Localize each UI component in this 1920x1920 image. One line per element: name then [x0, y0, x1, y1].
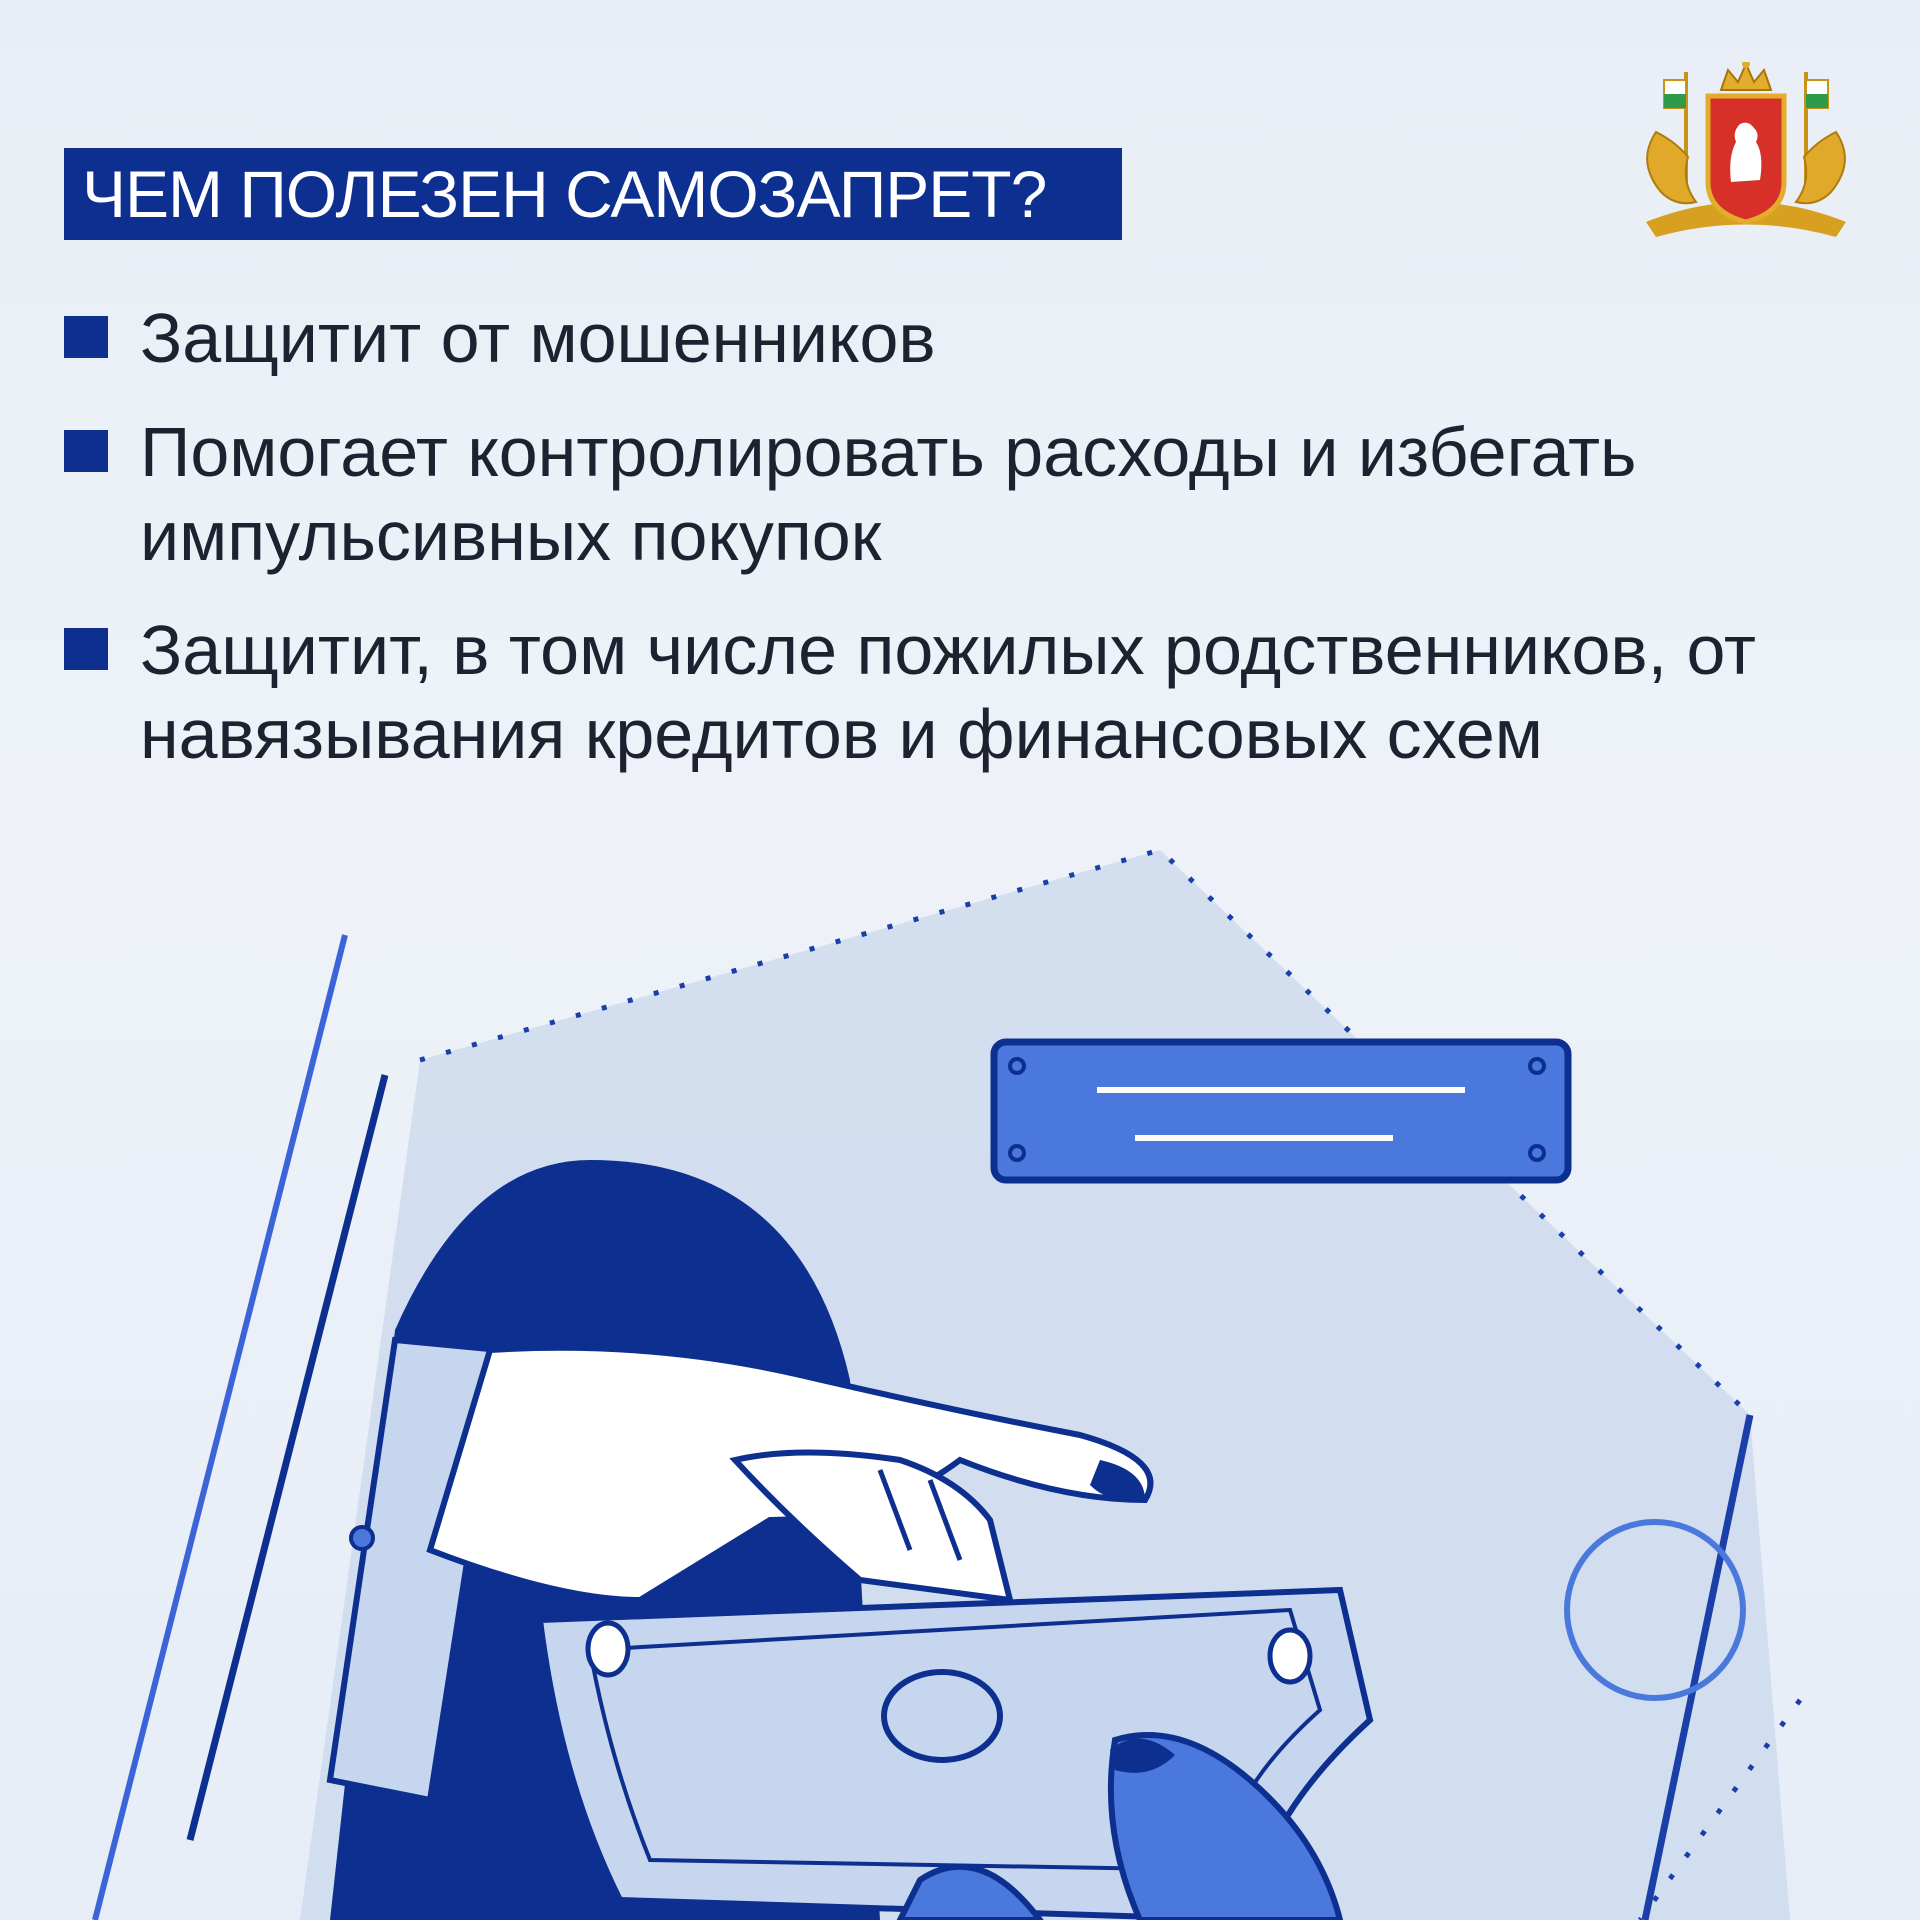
benefits-list: [64, 296, 1824, 806]
list-item: [64, 410, 1824, 578]
square-bullet-icon: [64, 316, 108, 358]
list-item-text: Защитит, в том числе пожилых родственников, от навязывания кредитов и финансовых схем: [140, 611, 1756, 773]
square-bullet-icon: [64, 628, 108, 670]
coat-of-arms-icon: [1636, 62, 1856, 242]
list-item: [64, 296, 1824, 380]
list-item-text: Защитит от мошенников: [140, 299, 936, 377]
list-item: [64, 608, 1824, 776]
square-bullet-icon: [64, 430, 108, 472]
list-item-text: Помогает контролировать расходы и избегать импульсивных покупок: [140, 413, 1637, 575]
page-title: [64, 148, 1122, 240]
hands-with-banknote-illustration: [0, 820, 1920, 1920]
page-title-text: ЧЕМ ПОЛЕЗЕН САМОЗАПРЕТ?: [82, 157, 1047, 231]
